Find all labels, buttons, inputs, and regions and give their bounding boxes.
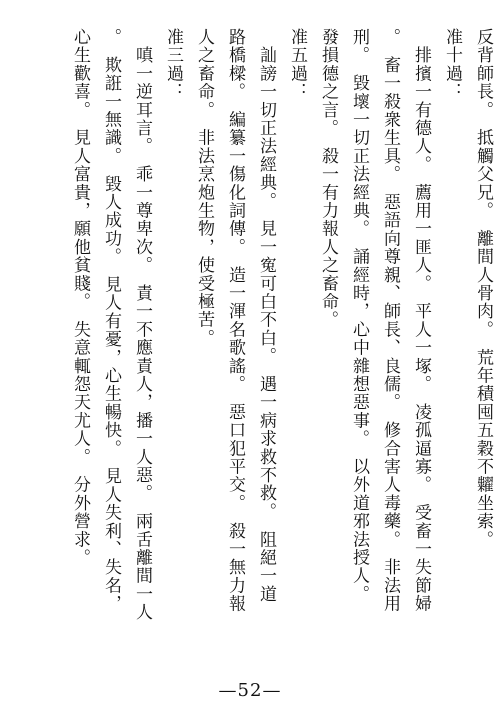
text-column: 刑。 毀壞一切正法經典。 誦經時，心中雜想惡事。 以外道邪法授人。 [349,28,369,604]
text-column: 人之畜命。 非法烹炮生物，使受極苦。 [194,28,214,348]
page-number: —52— [218,680,282,701]
text-column: 路橋樑。 編纂一傷化詞傳。 造一渾名歌謠。 惡口犯平交。 殺一無力報 [225,28,245,613]
text-column: 反背師長。 抵觸父兄。 離間人骨肉。 荒年積囤五穀不糶坐索。 [473,28,493,549]
text-column: 。 畜一殺衆生具。 惡語向尊親、師長、良儒。 修合害人毒藥。 非法用 [380,28,400,613]
section-heading: 准三過： [163,28,183,101]
text-column: 訕謗一切正法經典。 見一寃可白不白。 遇一病求救不救。 阻絕一道 [256,28,276,604]
section-heading: 准五過： [287,28,307,101]
text-column: 嗔一逆耳言。 乖一尊卑次。 責一不應責人，播一人惡。 兩舌離間一人 [132,28,152,622]
text-column: 心生歡喜。 見人富貴，願他貧賤。 失意輒怨天尤人。 分外營求。 [70,28,90,567]
section-heading: 准十過： [442,28,462,101]
text-column: 發損德之言。 殺一有力報人之畜命。 [318,28,338,329]
text-column: 排擯一有德人。 薦用一匪人。 平人一塚。 凌孤逼寡。 受畜一失節婦 [411,28,431,613]
vertical-text-block [69,28,494,628]
text-column: 。 欺誑一無識。 毀人成功。 見人有憂，心生暢快。 見人失利、失名， [101,28,121,613]
